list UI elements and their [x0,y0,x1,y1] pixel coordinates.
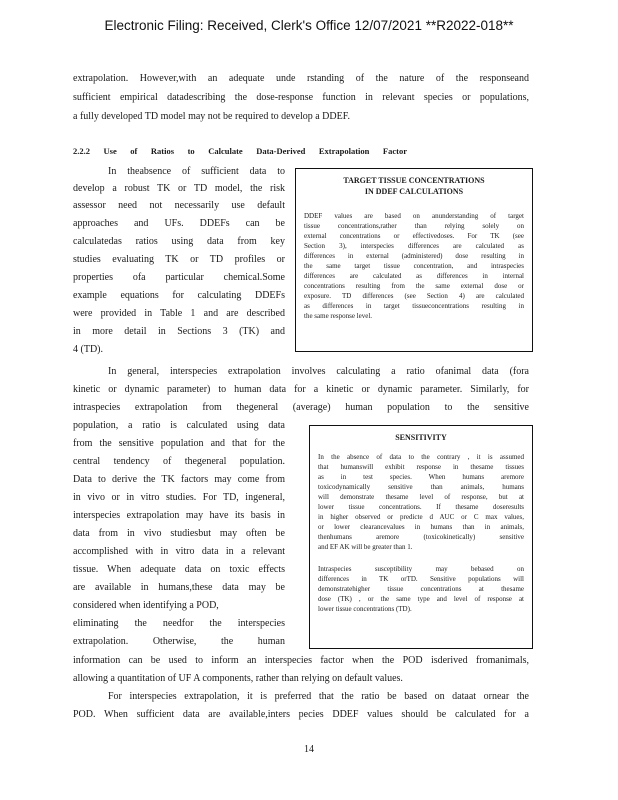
box-text-line: differences in TK orTD. Sensitive populations will [318,575,524,583]
text-line: In theabsence of sufficient data to [108,166,285,177]
box-text-line: that humanswill exhibit response in thesame tissues [318,463,524,471]
text-line: central tendency of thegeneral population. [73,456,285,467]
box-text-line: Section 3), interspecies differences are calculated as [304,242,524,250]
text-line: considered when identifying a POD, [73,600,219,611]
text-line: were provided in Table 1 and are described [73,308,285,319]
text-line: For interspecies extrapolation, it is preferred that the ratio be based on dataat ornear the [108,691,529,702]
text-line: intraspecies extrapolation from thegeneral (average) human population to the sensitive [73,402,529,413]
box-text-line: thenhumans aremore (toxicokinetically) sensitive [318,533,524,541]
text-line: in vivo or in vitro studies. For TD, ingeneral, [73,492,285,503]
box-text-line: toxicodynamically sensitive than animals, humans [318,483,524,491]
text-line: accomplished with in vitro data in a relevant [73,546,285,557]
text-line: approaches and UFs. DDEFs can be [73,218,285,229]
text-line: in more detail in Sections 3 (TK) and [73,326,285,337]
box-text-line: DDEF values are based on anunderstanding of target [304,212,524,220]
box-text-line: In the absence of data to the contrary , it is assumed [318,453,524,461]
text-line: sufficient empirical datadescribing the dose-response function in relevant species or populations, [73,92,529,103]
text-line: interspecies extrapolation may have its basis in [73,510,285,521]
text-line: properties ofa particular chemical.Some [73,272,285,283]
text-line: extrapolation. Otherwise, the human [73,636,285,647]
box-title: TARGET TISSUE CONCENTRATIONS [343,176,485,185]
box-text-line: in higher observed or predicte d AUC or C max values, [318,513,524,521]
text-line: 4 (TD). [73,344,103,355]
box-text-line: and EF AK will be greater than 1. [318,543,413,551]
box-title: SENSITIVITY [395,433,447,442]
box-text-line: will demonstrate thesame level of response, but at [318,493,524,501]
box-text-line: differences are calculated as differences in internal [304,272,524,280]
section-heading: 2.2.2 Use of Ratios to Calculate Data-Derived Extrapolation Factor [73,146,407,156]
box-text-line: differences in external (administered) dose resulting in [304,252,524,260]
box-text-line: or lower clearancevalues in humans than in animals, [318,523,524,531]
text-line: from the sensitive population and that for the [73,438,285,449]
text-line: assessor need not necessarily use default [73,200,285,211]
box-text-line: dose (TK) , or the same type and level of response at [318,595,524,603]
box-text-line: demonstratehigher tissue concentrations at thesame [318,585,524,593]
text-line: are available in humans,these data may be [73,582,285,593]
box-title: IN DDEF CALCULATIONS [364,187,464,196]
box-text-line: the same response level. [304,312,373,320]
text-line: POD. When sufficient data are available,inters pecies DDEF values should be calculated for a [73,709,529,720]
box-text-line: tissue concentrations,rather than relying solely on [304,222,524,230]
page-number: 14 [304,744,314,755]
text-line: population, a ratio is calculated using data [73,420,285,431]
filing-header: Electronic Filing: Received, Clerk's Office 12/07/2021 **R2022-018** [104,18,514,33]
target-tissue-box [295,168,533,352]
text-line: allowing a quantitation of UF A components, rather than relying on default values. [73,673,403,684]
box-text-line: as differences in target tissueconcentrations resulting in [304,302,524,310]
text-line: kinetic or dynamic parameter) to human data for a kinetic or dynamic parameter. Similarly, for [73,384,529,395]
box-text-line: concentrations resulting from the same external dose or [304,282,524,290]
text-line: eliminating the needfor the interspecies [73,618,285,629]
text-line: tissue. When adequate data on toxic effects [73,564,285,575]
text-line: a fully developed TD model may not be required to develop a DDEF. [73,111,350,122]
box-text-line: the same target tissue concentration, and intraspecies [304,262,524,270]
text-line: example equations for calculating DDEFs [73,290,285,301]
text-line: develop a robust TK or TD model, the risk [73,183,285,194]
text-line: calculatedas ratios using data from key [73,236,285,247]
text-line: extrapolation. However,with an adequate unde rstanding of the nature of the responseand [73,73,529,84]
text-line: Data to derive the TK factors may come from [73,474,285,485]
text-line: information can be used to inform an interspecies factor when the POD isderived fromanimals, [73,655,529,666]
box-text-line: Intraspecies susceptibility may bebased on [318,565,524,573]
box-text-line: as in test species. When humans aremore [318,473,524,481]
box-text-line: external concentrations or effectivedoses. For TK (see [304,232,524,240]
box-text-line: lower tissue concentrations. If thesame doseresults [318,503,524,511]
text-line: In general, interspecies extrapolation involves calculating a ratio ofanimal data (fora [108,366,529,377]
box-text-line: lower tissue concentrations (TD). [318,605,412,613]
text-line: data from in vivo studiesbut may often be [73,528,285,539]
sensitivity-box [309,425,533,649]
box-text-line: exposure. TD differences (see Section 4) are calculated [304,292,524,300]
text-line: studies evaluating TK or TD profiles or [73,254,285,265]
